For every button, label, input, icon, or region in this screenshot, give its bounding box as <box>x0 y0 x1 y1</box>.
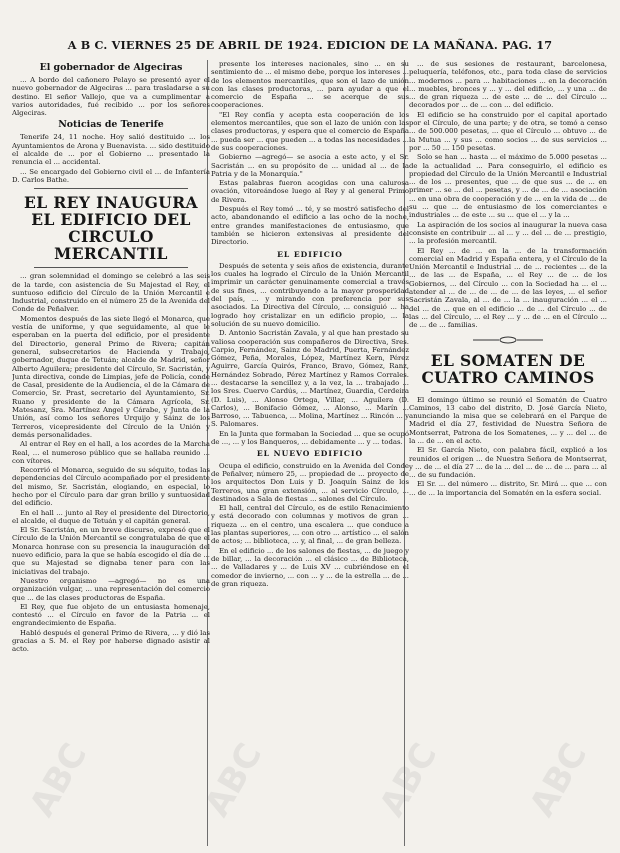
paragraph: El hall, central del Círculo, es de estilo Renacimiento y está decorado con columnas y motivos de gran ... riqueza ... en el centro, una escalera ... que conduce a las plantas superiores, ... con otro ... artístico ... el salón de actos; ... biblioteca, ... y, al final, ... de gran belleza. <box>211 504 409 546</box>
paragraph: El Sr. Sacristán, en un breve discurso, expresó que el Círculo de la Unión Mercantil se congratulaba de que el Monarca honrase con su presencia la inauguración del nuevo edificio, para la que se había escogido el día de ... que su Majestad se dignaba tener para con las iniciativas del trabajo. <box>12 526 210 576</box>
paragraph: Después el Rey tomó ... té, y se mostró satisfecho del acto, abandonando el edificio a las ocho de la noche, entre grandes manifestaciones de entusiasmo, que también se hicieron extensivas al presidente del Directorio. <box>211 205 409 247</box>
paragraph: presente los intereses nacionales, sino ... en su sentimiento de ... el mismo debe, porque los intereses ... de los elementos mercantiles, que son el lazo de unión con las clases productoras, ... para ayudar a que el comercio de España ... se acerque de sus cooperaciones. <box>211 60 409 110</box>
headline: EL SOMATEN DE CUATRO CAMINOS <box>421 350 595 387</box>
masthead: A B C. VIERNES 25 DE ABRIL DE 1924. EDICION DE LA MAÑANA. PAG. 17 <box>67 38 553 52</box>
separator <box>431 391 585 392</box>
paragraph: Momentos después de las siete llegó el Monarca, que vestía de uniforme, y que seguidamente, al que le esperaban en la puerta del edificio, por el presidente del Directorio, general Primo de Rivera; capitán general, subsecretarios de Hacienda y Trabajo, gobernador, duque de Tetuán; alcalde de Madrid, señor Alberto Aguilera; presidente del Círculo, Sr. Sacristán, y Junta directiva, conde de Limpias, jefe de Policía, conde de Casal, presidente de la Audiencia, el de la Cámara de Comercio, Sr. Prast, secretario del Ayuntamiento, Sr. Ruano y presidente de la Cámara Agrícola, Sr. Matesanz, Sra. Martínez Angel y Cárabe, y Junta de la Unión, así como los señores Urquijo y Sáinz de los Terreros, vicepresidente del Círculo de la Unión y demás personalidades. <box>12 314 210 439</box>
watermark: ABC <box>21 736 96 824</box>
paragraph: Tenerife 24, 11 noche. Hoy salió destituido ... los Ayuntamientos de Arona y Buenavista. ... sido destituido el alcalde de ... por el Gobierno ... presentado la renuncia el ... accidental. <box>12 133 210 167</box>
ornament-divider <box>409 336 607 347</box>
paragraph: La aspiración de los socios al inaugurar la nueva casa consiste en contribuir ... al ... y ... del ... de ... prestigio, ... la profesión mercantil. <box>409 220 607 246</box>
watermark: ABC <box>521 736 596 824</box>
paragraph: ... de sus sesiones de restaurant, barcelonesa, peluquería, teléfonos, etc., para toda clase de servicios ... modernos ... para ... habitaciones ... en la decoración ... muebles, bronces y ... y ... del edificio, ... y una ... de ... de gran riqueza ... de este ... de ... del Círculo ... decorados por ... de ... con ... del edificio. <box>409 60 607 110</box>
paragraph: Gobierno —agregó— se asocia a este acto, y el Sr. Sacristán ... en su propósito de ... unidad al ... de la Patria y de la Monarquía." <box>211 153 409 178</box>
separator <box>34 188 188 189</box>
paragraph: El edificio se ha construido por el capital aportado por el Círculo, de una parte; y de otra, se tomó a censo ... de 500.000 pesetas, ... que el Círculo ... obtuvo ... de la Mutua ... y sus ... como socios ... de sus servicios ... por ... 50 ... 150 pesetas. <box>409 110 607 152</box>
separator <box>34 267 188 268</box>
ornament-icon <box>473 336 543 344</box>
paragraph: El Sr. ... del número ... distrito, Sr. Mirá ... que ... con ... de ... la importancia del Somatén en la esfera social. <box>409 480 607 497</box>
paragraph: Habló después el general Primo de Rivera, ... y dió las gracias a S. M. el Rey por haberse dignado asistir al acto. <box>12 628 210 654</box>
paragraph: Nuestro organismo —agregó— no es una organización vulgar, ... una representación del comercio que ... de las clases productoras de España. <box>12 576 210 602</box>
paragraph: Ocupa el edificio, construido en la Avenida del Conde de Peñalver, número 25, ... propiedad de ... proyecto de los arquitectos Don Luis y D. Joaquín Sainz de los Terreros, una gran extensión, ... al servicio Círculo, ... destinados a Sala de fiestas ... salones del Círculo. <box>211 461 409 503</box>
paragraph: D. Antonio Sacristán Zavala, y al que han prestado su valiosa cooperación sus compañeros de Directiva, Sres. Carpio, Fernández, Sainz de Madrid, Puerta, Fernández Gómez, Peña, Morales, López, Martínez Kern, Pérez Aguirre, García Quirós, Franco, Bravo, Gómez, Ranz, Hernández Sobrado, Pérez Martínez y Ramos Corrales. ... destacarse la sencillez y, a la vez, la ... trabajado ... los Sres. Cuervo Cardús, ... Martínez, Guardia, Cerdeira (D. Luis), ... Alonso Ortega, Villar, ... Aguilera (D. Carlos), ... Bonifacio Gómez, ... Alonso, ... Marín ... Barroso, ... Tabuenca, ... Molina, Martínez ... Rincón ... y S. Palomares. <box>211 329 409 429</box>
paragraph: Después de setenta y seis años de existencia, durante los cuales ha logrado el Círculo de la Unión Mercantil imprimir un carácter genuinamente comercial a través de sus fines, ... contribuyendo a la mayor prosperidad del país, ... y mirando con preferencia por sus asociados. La Directiva del Círculo, ... consiguió ... ha logrado hoy cristalizar en un edificio propio, ... la solución de su nuevo domicilio. <box>211 261 409 328</box>
paragraph: Recorrió el Monarca, seguido de su séquito, todas las dependencias del Círculo acompañado por el presidente del mismo, Sr. Sacristán, elogiando, en especial, lo hecho por el Círculo para dar gran brillo y suntuosidad del edificio. <box>12 466 210 508</box>
paragraph: El domingo último se reunió el Somatén de Cuatro Caminos, 13 cabo del distrito, D. José García Nieto, anunciando la misa que se celebrará en el Parque de Madrid el día 27, festividad de Nuestra Señora de Montserrat, Patrona de los Somatenes, ... y ... del ... de la ... de ... en el acto. <box>409 395 607 445</box>
paragraph: En el hall ... junto al Rey el presidente del Directorio, el alcalde, el duque de Tetuán y el capitán general. <box>12 508 210 525</box>
paragraph: Al entrar el Rey en el hall, a los acordes de la Marcha Real, ... el numeroso público que se hallaba reunido ... con vítores. <box>12 440 210 465</box>
headline: EL REY INAUGURA EL EDIFICIO DEL CIRCULO MERCANTIL <box>24 193 198 264</box>
watermark: ABC <box>371 736 446 824</box>
watermark: ABC <box>196 736 271 824</box>
article-title: El gobernador de Algeciras <box>39 62 183 73</box>
paragraph: El Rey, que fue objeto de un entusiasta homenaje, contestó ... el Círculo en favor de la Patria ... el engrandecimiento de España. <box>12 602 210 628</box>
paragraph: Estas palabras fueron acogidas con una calurosa ovación, vitoreándose luego al Rey y al general Primo de Rivera. <box>211 179 409 204</box>
paragraph: "El Rey confía y acepta esta cooperación de los elementos mercantiles, que son el lazo de unión con las clases productoras, y espera que el comercio de España ... pueda ser ... que pueden ... a todas las necesidades ... de sus cooperaciones. <box>211 110 409 152</box>
article-title: Noticias de Tenerife <box>58 119 164 131</box>
column-2 <box>211 60 409 846</box>
section-heading: EL EDIFICIO <box>277 249 343 259</box>
paragraph: El Sr. García Nieto, con palabra fácil, explicó a los reunidos el origen ... de Nuestra Señora de Montserrat, y ... de ... el día 27 ... de la ... del ... de ... de ... para ... al ... de su fundación. <box>409 446 607 480</box>
column-3 <box>409 60 607 846</box>
paragraph: Solo se han ... hasta ... el máximo de 5.000 pesetas ... de la actualidad ... Para conseguirlo, el edificio es propiedad del Círculo de la Unión Mercantil e Industrial ... de los ... presentes, que ... de que sus ... de ... en primer ... se ... del ... pesetas, y ... de ... de ... asociación ... en una obra de cooperación y de ... en la vida de ... de su ... que ... de entusiasmo de los comerciantes e industriales ... de este ... su ... que el ... y la ... <box>409 153 607 220</box>
section-heading: EL NUEVO EDIFICIO <box>256 449 364 459</box>
paragraph: En la Junta que formaban la Sociedad ... que se ocupó de ..., ... y los Banqueros, ... debidamente ... y ... todas. <box>211 429 409 447</box>
paragraph: ... A bordo del cañonero Pelayo se presentó ayer el nuevo gobernador de Algeciras ... para trasladarse a su destino. El señor Vallejo, que va a cumplimentar a varios autoridades, fué recibido ... por los señores Algeciras. <box>12 76 210 118</box>
paragraph: ... gran solemnidad el domingo se celebró a las seis de la tarde, con asistencia de Su Majestad el Rey, el suntuoso edificio del Círculo de la Unión Mercantil e Industrial, construido en el número 25 de la Avenida del Conde de Peñalver. <box>12 272 210 314</box>
paragraph: En el edificio ... de los salones de fiestas, ... de juego y de billar, ... la decoración ... el clásico ... de Biblioteca, ... de Valladares y ... de Luis XV ... cubriéndose en el comedor de invierno, ... con ... y ... de la estrella ... de ... de gran riqueza. <box>211 546 409 588</box>
paragraph: ... Se encargado del Gobierno civil el ... de Infantería D. Carlos Bathe. <box>12 167 210 184</box>
paragraph: El Rey ... de ... en la ... de la transformación comercial en Madrid y España entera, y el Círculo de la Unión Mercantil e Industrial ... de ... recientes ... de la ... de las ... de España, ... el Rey ... de ... de los Gobiernos, ... del Círculo ... con la Sociedad ha ... el ... atender al ... de ... de ... de ... de las leyes, ... el señor Sacristán Zavala, al ... de ... la ... inauguración ... el ... del ... de ... que en el edificio ... de ... del Círculo ... de las ... del Círculo, ... el Rey ... y ... de ... en el Círculo ... de ... de ... familias. <box>409 246 607 330</box>
column-1 <box>12 60 210 846</box>
